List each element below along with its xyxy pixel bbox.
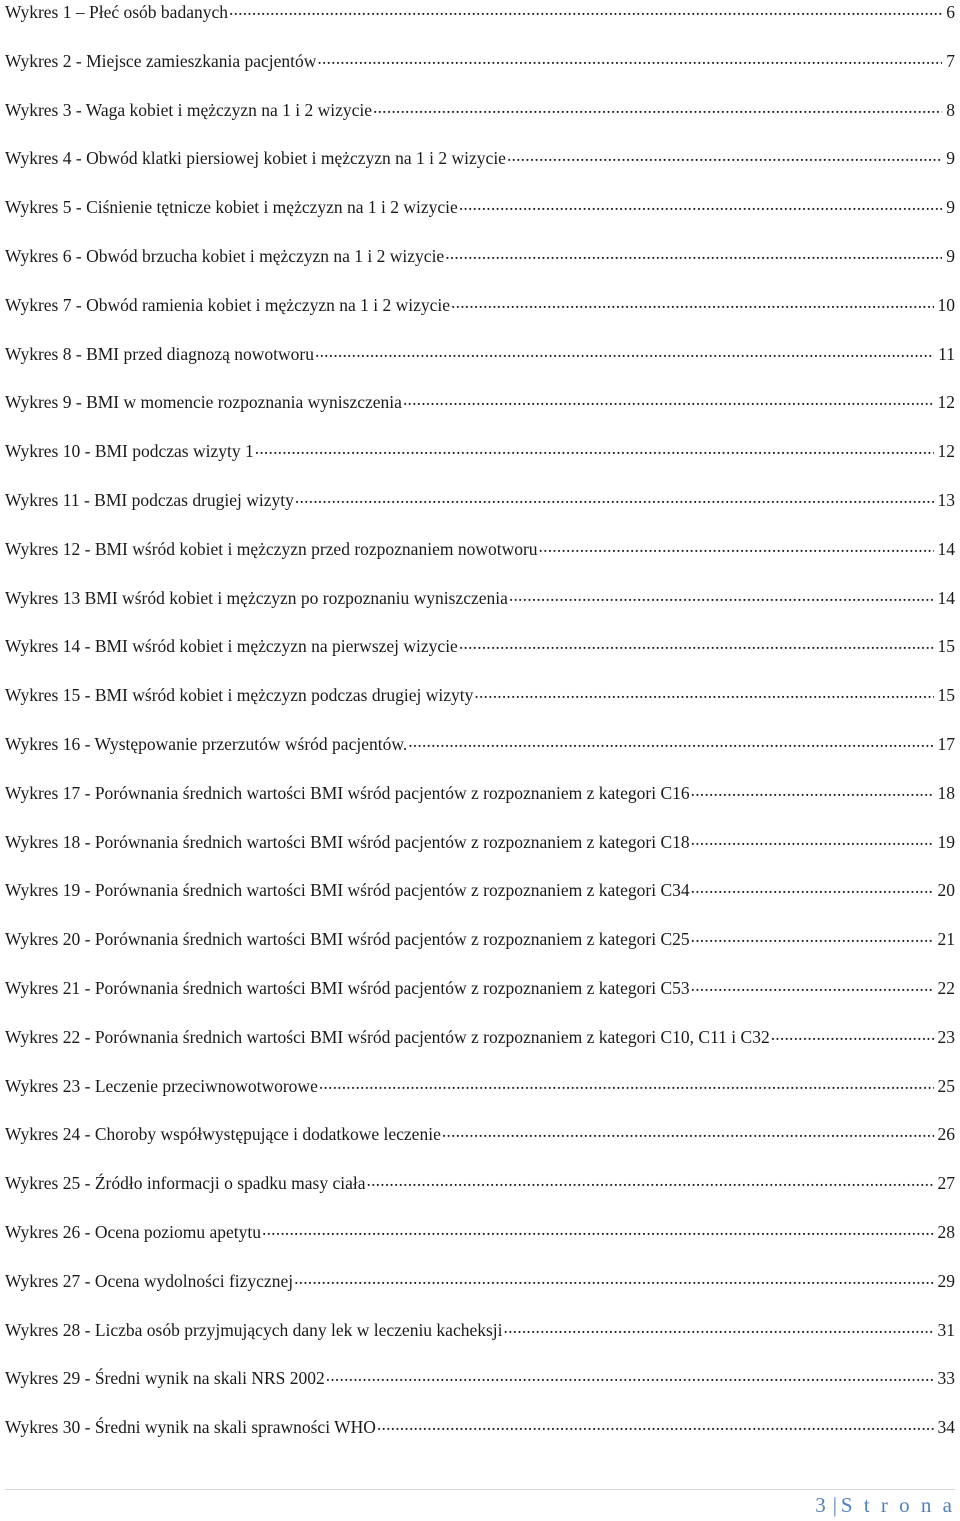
toc-entry-title: Wykres 12 - BMI wśród kobiet i mężczyzn przed rozpoznaniem nowotworu [5,538,538,559]
toc-entry-title: Wykres 21 - Porównania średnich wartości BMI wśród pacjentów z rozpoznaniem z kategori C53 [5,977,690,998]
toc-entry-page-number: 12 [937,392,955,413]
toc-entry-title: Wykres 14 - BMI wśród kobiet i mężczyzn na pierwszej wizycie [5,636,458,657]
toc-entry[interactable] [5,244,955,293]
toc-entry-title: Wykres 16 - Występowanie przerzutów wśród pacjentów. [5,733,408,754]
toc-entry-title: Wykres 9 - BMI w momencie rozpoznania wyniszczenia [5,392,402,413]
toc-entry-title: Wykres 27 - Ocena wydolności fizycznej [5,1270,294,1291]
dot-leader [459,197,942,215]
toc-entry-title: Wykres 15 - BMI wśród kobiet i mężczyzn podczas drugiej wizyty [5,685,474,706]
toc-entry-title: Wykres 7 - Obwód ramienia kobiet i mężczyzn na 1 i 2 wizycie [5,294,451,315]
toc-entry-title: Wykres 25 - Źródło informacji o spadku masy ciała [5,1173,366,1194]
toc-entry-page-number: 20 [937,880,955,901]
toc-entry[interactable] [5,1171,955,1220]
toc-entry[interactable] [5,878,955,927]
dot-leader [317,51,942,69]
toc-entry[interactable] [5,732,955,781]
dot-leader [373,100,942,118]
toc-entry-page-number: 9 [946,148,955,169]
toc-entry[interactable] [5,830,955,879]
toc-entry-title: Wykres 13 BMI wśród kobiet i mężczyzn po rozpoznaniu wyniszczenia [5,587,508,608]
toc-entry-title: Wykres 10 - BMI podczas wizyty 1 [5,441,254,462]
dot-leader [255,441,934,459]
toc-entry-title: Wykres 20 - Porównania średnich wartości BMI wśród pacjentów z rozpoznaniem z kategori C25 [5,929,690,950]
dot-leader [504,1320,934,1338]
toc-entry-title: Wykres 6 - Obwód brzucha kobiet i mężczyzn na 1 i 2 wizycie [5,245,445,266]
toc-entry-title: Wykres 18 - Porównania średnich wartości BMI wśród pacjentów z rozpoznaniem z kategori C18 [5,831,690,852]
dot-leader [691,929,934,947]
dot-leader [445,246,942,264]
dot-leader [294,1271,933,1289]
toc-entry-page-number: 19 [937,831,955,852]
toc-entry[interactable] [5,293,955,342]
dot-leader [691,832,934,850]
toc-entry[interactable] [5,683,955,732]
toc-entry-page-number: 25 [937,1075,955,1096]
toc-entry[interactable] [5,390,955,439]
toc-entry-title: Wykres 2 - Miejsce zamieszkania pacjentów [5,50,317,71]
dot-leader [507,148,942,166]
toc-entry[interactable] [5,634,955,683]
toc-entry-page-number: 34 [937,1417,955,1438]
toc-entry-page-number: 15 [937,636,955,657]
dot-leader [377,1417,934,1435]
toc-entry[interactable] [5,781,955,830]
toc-entry-title: Wykres 17 - Porównania średnich wartości BMI wśród pacjentów z rozpoznaniem z kategori C16 [5,782,690,803]
toc-entry-page-number: 18 [937,782,955,803]
dot-leader [474,685,933,703]
dot-leader [295,490,934,508]
toc-entry-title: Wykres 22 - Porównania średnich wartości BMI wśród pacjentów z rozpoznaniem z kategori C10, C11 i C32 [5,1026,770,1047]
dot-leader [315,344,934,362]
toc-entry-page-number: 15 [937,685,955,706]
toc-entry-page-number: 27 [937,1173,955,1194]
toc-entry[interactable] [5,1122,955,1171]
dot-leader [691,978,934,996]
toc-entry[interactable] [5,488,955,537]
toc-entry[interactable] [5,1366,955,1415]
toc-entry-page-number: 6 [946,2,955,22]
toc-entry[interactable] [5,439,955,488]
toc-entry-page-number: 13 [937,489,955,510]
toc-entry-page-number: 8 [946,99,955,120]
toc-entry[interactable] [5,586,955,635]
toc-entry-page-number: 9 [946,245,955,266]
toc-entry-page-number: 33 [937,1368,955,1389]
page-label: S t r o n a [840,1493,955,1517]
toc-entry-title: Wykres 30 - Średni wynik na skali sprawności WHO [5,1417,376,1438]
page-number: 3 [815,1493,829,1517]
toc-entry-page-number: 14 [937,538,955,559]
dot-leader [771,1027,934,1045]
toc-entry-title: Wykres 24 - Choroby współwystępujące i dodatkowe leczenie [5,1124,441,1145]
toc-entry-title: Wykres 3 - Waga kobiet i mężczyzn na 1 i 2 wizycie [5,99,373,120]
toc-entry-title: Wykres 5 - Ciśnienie tętnicze kobiet i mężczyzn na 1 i 2 wizycie [5,197,458,218]
toc-entry[interactable] [5,1415,955,1464]
toc-entry-title: Wykres 11 - BMI podczas drugiej wizyty [5,489,294,510]
dot-leader [691,880,934,898]
toc-entry-title: Wykres 1 – Płeć osób badanych [5,2,228,22]
toc-entry-title: Wykres 4 - Obwód klatki piersiowej kobiet i mężczyzn na 1 i 2 wizycie [5,148,506,169]
toc-entry[interactable] [5,195,955,244]
toc-entry-page-number: 7 [946,50,955,71]
toc-entry-title: Wykres 26 - Ocena poziomu apetytu [5,1221,262,1242]
dot-leader [408,734,933,752]
dot-leader [509,588,934,606]
toc-entry-page-number: 31 [937,1319,955,1340]
toc-entry-page-number: 28 [937,1221,955,1242]
table-of-figures [5,0,955,1464]
toc-entry[interactable] [5,1269,955,1318]
dot-leader [451,295,933,313]
toc-entry-page-number: 21 [937,929,955,950]
toc-entry-page-number: 14 [937,587,955,608]
toc-entry-page-number: 9 [946,197,955,218]
toc-entry-title: Wykres 19 - Porównania średnich wartości BMI wśród pacjentów z rozpoznaniem z kategori C34 [5,880,690,901]
dot-leader [319,1076,934,1094]
dot-leader [459,636,934,654]
toc-entry-title: Wykres 28 - Liczba osób przyjmujących dany lek w leczeniu kacheksji [5,1319,503,1340]
footer-divider [5,1489,955,1490]
toc-entry[interactable] [5,976,955,1025]
dot-leader [262,1222,933,1240]
dot-leader [367,1173,934,1191]
toc-entry[interactable] [5,342,955,391]
dot-leader [442,1124,934,1142]
toc-entry[interactable] [5,1074,955,1123]
dot-leader [326,1368,934,1386]
dot-leader [403,392,934,410]
toc-entry-page-number: 22 [937,977,955,998]
toc-entry-page-number: 17 [937,733,955,754]
dot-leader [691,783,934,801]
dot-leader [539,539,934,557]
toc-entry-page-number: 26 [937,1124,955,1145]
toc-entry-title: Wykres 29 - Średni wynik na skali NRS 2002 [5,1368,325,1389]
toc-entry-page-number: 29 [937,1270,955,1291]
toc-entry[interactable] [5,927,955,976]
toc-entry[interactable] [5,1220,955,1269]
toc-entry[interactable] [5,0,955,49]
toc-entry-page-number: 23 [937,1026,955,1047]
toc-entry[interactable] [5,1318,955,1367]
page-footer [815,1493,955,1518]
toc-entry[interactable] [5,146,955,195]
toc-entry[interactable] [5,49,955,98]
toc-entry-page-number: 11 [938,343,955,364]
toc-entry-page-number: 12 [937,441,955,462]
toc-entry[interactable] [5,98,955,147]
footer-separator: | [832,1493,837,1517]
toc-entry[interactable] [5,1025,955,1074]
toc-entry-page-number: 10 [937,294,955,315]
dot-leader [229,2,942,20]
toc-entry[interactable] [5,537,955,586]
toc-entry-title: Wykres 23 - Leczenie przeciwnowotworowe [5,1075,318,1096]
toc-entry-title: Wykres 8 - BMI przed diagnozą nowotworu [5,343,315,364]
